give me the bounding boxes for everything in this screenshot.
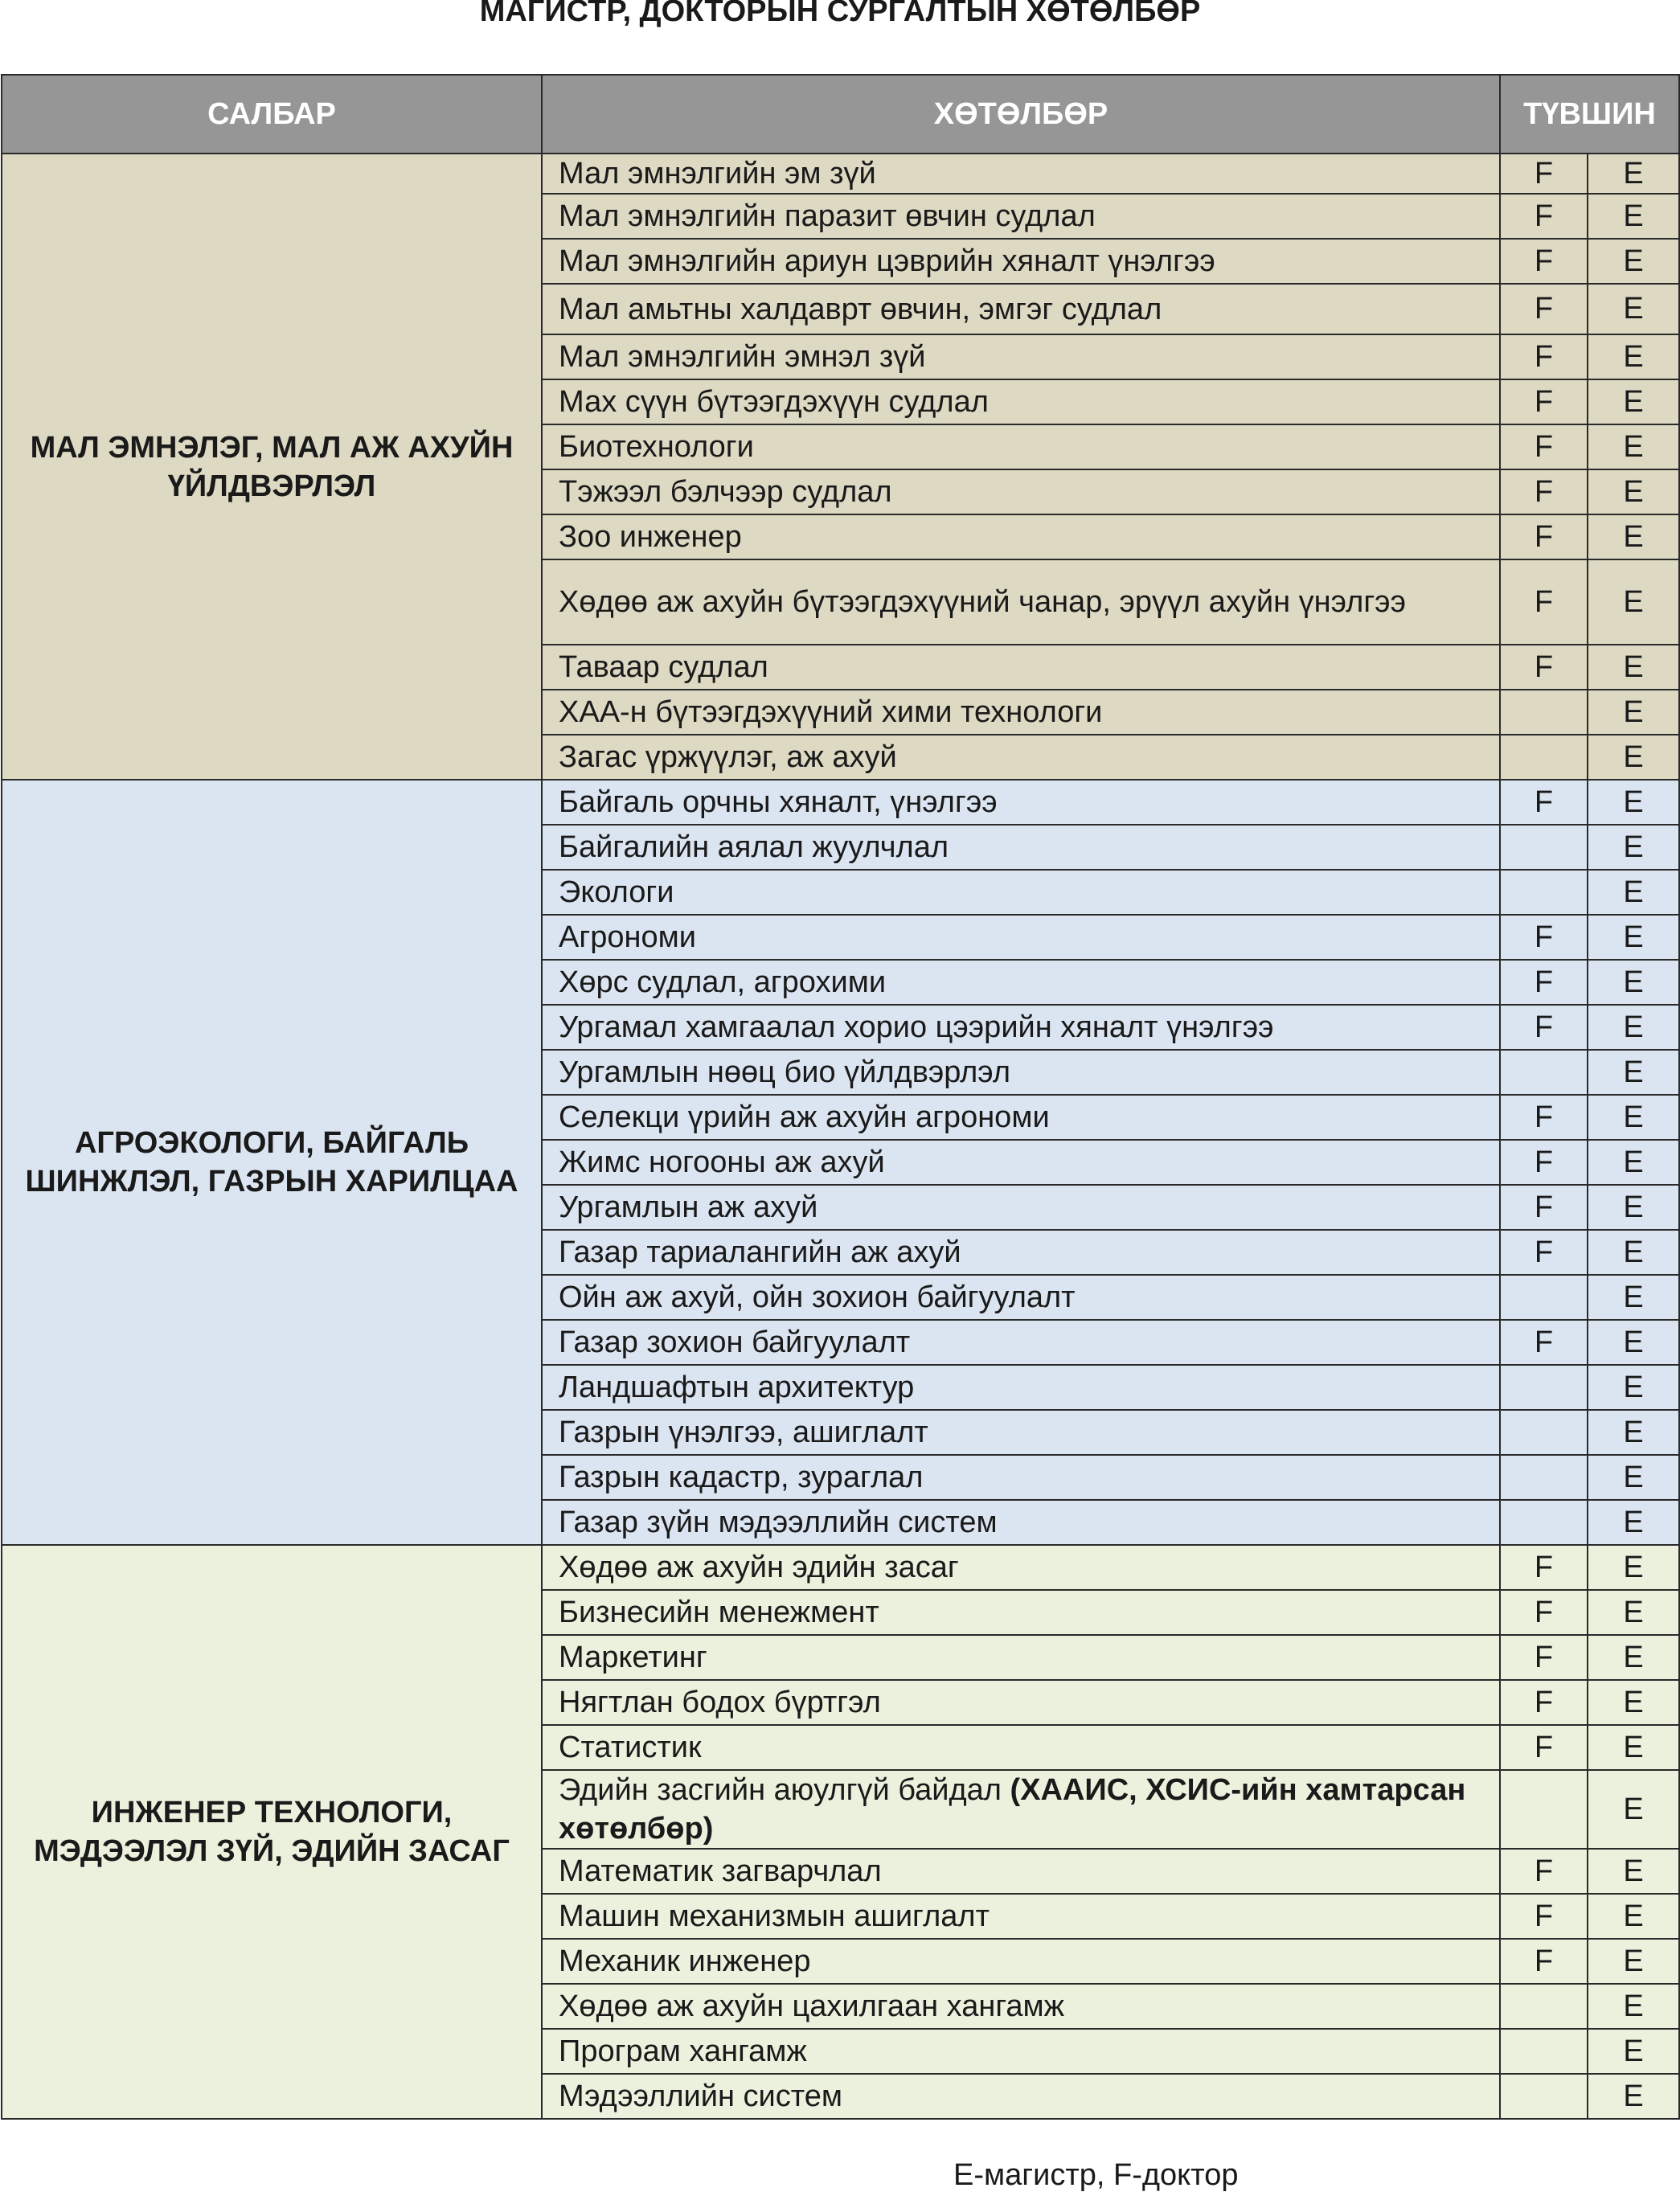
level-master-cell: E [1588, 1590, 1679, 1635]
level-master-cell: E [1588, 780, 1679, 825]
page-title: МАГИСТР, ДОКТОРЫН СУРГАЛТЫН ХӨТӨЛБӨР [479, 0, 1201, 28]
header-program: ХӨТӨЛБӨР [542, 75, 1500, 154]
table-body [2, 154, 1679, 2119]
level-master-cell: E [1588, 1140, 1679, 1185]
level-master-cell: E [1588, 424, 1679, 469]
level-master-cell: E [1588, 194, 1679, 239]
table-row [2, 154, 1679, 194]
level-master-cell: E [1588, 1500, 1679, 1545]
level-master-cell: E [1588, 825, 1679, 870]
program-cell [542, 514, 1500, 559]
program-name: Зоо инженер [559, 520, 742, 554]
program-cell [542, 194, 1500, 239]
program-cell [542, 154, 1500, 194]
program-name: Мах сүүн бүтээгдэхүүн судлал [559, 385, 989, 419]
program-cell [542, 2074, 1500, 2119]
branch-cell: МАЛ ЭМНЭЛЭГ, МАЛ АЖ АХУЙН ҮЙЛДВЭРЛЭЛ [2, 154, 542, 780]
level-master-cell: E [1588, 735, 1679, 780]
level-master-cell: E [1588, 1320, 1679, 1365]
program-cell [542, 1050, 1500, 1095]
level-doctor-cell [1500, 1770, 1588, 1849]
program-cell [542, 870, 1500, 915]
program-name: Ургамлын аж ахуй [559, 1190, 818, 1224]
level-doctor-cell [1500, 1365, 1588, 1410]
level-doctor-cell: F [1500, 1939, 1588, 1984]
program-name: Хөдөө аж ахуйн бүтээгдэхүүний чанар, эрүүл ахуйн үнэлгээ [559, 585, 1406, 619]
program-name: Хөдөө аж ахуйн цахилгаан хангамж [559, 1989, 1065, 2023]
level-doctor-cell: F [1500, 1320, 1588, 1365]
program-name: ХАА-н бүтээгдэхүүний хими технологи [559, 695, 1103, 729]
level-doctor-cell: F [1500, 1590, 1588, 1635]
program-name: Ургамлын нөөц био үйлдвэрлэл [559, 1055, 1011, 1089]
level-doctor-cell: F [1500, 194, 1588, 239]
header-level: ТҮВШИН [1500, 75, 1679, 154]
level-master-cell: E [1588, 1939, 1679, 1984]
program-name: Мал эмнэлгийн ариун цэврийн хяналт үнэлгээ [559, 244, 1215, 278]
program-cell [542, 2029, 1500, 2074]
program-name: Экологи [559, 875, 674, 909]
program-cell [542, 1320, 1500, 1365]
level-master-cell: E [1588, 1005, 1679, 1050]
program-cell [542, 1140, 1500, 1185]
level-doctor-cell: F [1500, 154, 1588, 194]
branch-cell: ИНЖЕНЕР ТЕХНОЛОГИ, МЭДЭЭЛЭЛ ЗҮЙ, ЭДИЙН ЗАСАГ [2, 1545, 542, 2119]
level-doctor-cell: F [1500, 424, 1588, 469]
level-master-cell: E [1588, 2074, 1679, 2119]
level-doctor-cell: F [1500, 1894, 1588, 1939]
program-name: Ургамал хамгаалал хорио цээрийн хяналт үнэлгээ [559, 1010, 1274, 1044]
program-cell [542, 284, 1500, 334]
level-master-cell: E [1588, 1455, 1679, 1500]
program-cell [542, 1680, 1500, 1725]
program-cell [542, 1500, 1500, 1545]
program-cell [542, 424, 1500, 469]
legend: E-магистр, F-доктор [953, 2158, 1239, 2192]
level-doctor-cell: F [1500, 334, 1588, 379]
level-doctor-cell: F [1500, 1185, 1588, 1230]
level-doctor-cell: F [1500, 960, 1588, 1005]
program-cell [542, 334, 1500, 379]
program-cell [542, 1590, 1500, 1635]
table-row [2, 780, 1679, 825]
level-master-cell: E [1588, 514, 1679, 559]
program-cell [542, 1365, 1500, 1410]
program-name: Тэжээл бэлчээр судлал [559, 475, 892, 509]
level-master-cell: E [1588, 1635, 1679, 1680]
program-cell [542, 690, 1500, 735]
program-name: Загас үржүүлэг, аж ахуй [559, 740, 897, 774]
level-master-cell: E [1588, 1849, 1679, 1894]
level-master-cell: E [1588, 1410, 1679, 1455]
program-cell [542, 960, 1500, 1005]
program-name: Мал эмнэлгийн эм зүй [559, 157, 876, 191]
program-name: Механик инженер [559, 1944, 811, 1978]
program-name: Хөдөө аж ахуйн эдийн засаг [559, 1551, 959, 1584]
level-master-cell: E [1588, 1680, 1679, 1725]
level-master-cell: E [1588, 559, 1679, 645]
level-master-cell: E [1588, 1365, 1679, 1410]
level-doctor-cell: F [1500, 284, 1588, 334]
program-name: Ойн аж ахуй, ойн зохион байгуулалт [559, 1280, 1076, 1314]
level-master-cell: E [1588, 1894, 1679, 1939]
level-master-cell: E [1588, 2029, 1679, 2074]
level-master-cell: E [1588, 1275, 1679, 1320]
program-name: Програм хангамж [559, 2034, 807, 2068]
level-doctor-cell: F [1500, 1230, 1588, 1275]
program-name: Статистик [559, 1731, 702, 1764]
program-name: Газар тариалангийн аж ахуй [559, 1235, 961, 1269]
level-doctor-cell: F [1500, 1545, 1588, 1590]
branch-cell: АГРОЭКОЛОГИ, БАЙГАЛЬ ШИНЖЛЭЛ, ГАЗРЫН ХАРИЛЦАА [2, 780, 542, 1545]
level-doctor-cell [1500, 2074, 1588, 2119]
level-doctor-cell: F [1500, 645, 1588, 690]
program-cell [542, 825, 1500, 870]
level-master-cell: E [1588, 1545, 1679, 1590]
level-doctor-cell: F [1500, 1140, 1588, 1185]
level-master-cell: E [1588, 1725, 1679, 1770]
level-doctor-cell: F [1500, 1635, 1588, 1680]
level-master-cell: E [1588, 284, 1679, 334]
programs-table [1, 74, 1680, 2120]
program-name: Биотехнологи [559, 430, 754, 464]
program-cell [542, 1185, 1500, 1230]
level-master-cell: E [1588, 334, 1679, 379]
program-cell [542, 1984, 1500, 2029]
level-doctor-cell [1500, 690, 1588, 735]
program-name: Байгаль орчны хяналт, үнэлгээ [559, 785, 998, 819]
program-name: Газар зохион байгуулалт [559, 1325, 911, 1359]
level-master-cell: E [1588, 1095, 1679, 1140]
level-doctor-cell [1500, 2029, 1588, 2074]
program-cell [542, 1849, 1500, 1894]
program-cell [542, 379, 1500, 424]
level-doctor-cell: F [1500, 239, 1588, 284]
level-master-cell: E [1588, 239, 1679, 284]
program-cell [542, 239, 1500, 284]
program-name: Мал амьтны халдаврт өвчин, эмгэг судлал [559, 292, 1162, 326]
level-doctor-cell: F [1500, 559, 1588, 645]
program-name: Газрын үнэлгээ, ашиглалт [559, 1416, 928, 1449]
program-name: Газрын кадастр, зураглал [559, 1461, 924, 1494]
program-name: Эдийн засгийн аюулгүй байдал [559, 1773, 1010, 1807]
program-cell [542, 735, 1500, 780]
program-name: Хөрс судлал, агрохими [559, 965, 887, 999]
level-doctor-cell: F [1500, 379, 1588, 424]
program-cell [542, 1725, 1500, 1770]
program-cell [542, 1275, 1500, 1320]
program-name: Мэдээллийн систем [559, 2079, 842, 2113]
program-name: Агрономи [559, 920, 696, 954]
level-master-cell: E [1588, 154, 1679, 194]
level-doctor-cell: F [1500, 1005, 1588, 1050]
table-header-row [2, 75, 1679, 154]
level-master-cell: E [1588, 469, 1679, 514]
level-master-cell: E [1588, 645, 1679, 690]
program-cell [542, 645, 1500, 690]
level-doctor-cell [1500, 870, 1588, 915]
level-doctor-cell: F [1500, 915, 1588, 960]
header-branch: САЛБАР [2, 75, 542, 154]
table-row [2, 1545, 1679, 1590]
level-doctor-cell: F [1500, 1849, 1588, 1894]
program-name: Газар зүйн мэдээллийн систем [559, 1506, 998, 1539]
level-doctor-cell: F [1500, 469, 1588, 514]
program-cell [542, 1770, 1500, 1849]
program-name: Таваар судлал [559, 650, 768, 684]
program-note: (ХААИС, ХСИС-ийн хамтарсан хөтөлбөр) [559, 1773, 1466, 1846]
program-cell [542, 1894, 1500, 1939]
level-doctor-cell [1500, 1500, 1588, 1545]
program-name: Селекци үрийн аж ахуйн агрономи [559, 1100, 1050, 1134]
level-doctor-cell: F [1500, 1725, 1588, 1770]
level-doctor-cell [1500, 825, 1588, 870]
program-name: Маркетинг [559, 1641, 707, 1674]
program-name: Нягтлан бодох бүртгэл [559, 1686, 881, 1719]
program-cell [542, 559, 1500, 645]
program-cell [542, 780, 1500, 825]
program-cell [542, 1095, 1500, 1140]
level-master-cell: E [1588, 960, 1679, 1005]
level-master-cell: E [1588, 1230, 1679, 1275]
program-cell [542, 1545, 1500, 1590]
level-master-cell: E [1588, 915, 1679, 960]
level-doctor-cell [1500, 1050, 1588, 1095]
level-doctor-cell: F [1500, 1095, 1588, 1140]
level-doctor-cell: F [1500, 514, 1588, 559]
level-doctor-cell [1500, 1455, 1588, 1500]
program-name: Байгалийн аялал жуулчлал [559, 830, 949, 864]
program-name: Бизнесийн менежмент [559, 1596, 879, 1629]
program-cell [542, 1455, 1500, 1500]
level-doctor-cell [1500, 735, 1588, 780]
program-name: Мал эмнэлгийн эмнэл зүй [559, 340, 926, 374]
program-name: Жимс ногооны аж ахуй [559, 1145, 885, 1179]
program-cell [542, 915, 1500, 960]
level-master-cell: E [1588, 870, 1679, 915]
level-doctor-cell: F [1500, 1680, 1588, 1725]
level-master-cell: E [1588, 1050, 1679, 1095]
program-name: Мал эмнэлгийн паразит өвчин судлал [559, 199, 1096, 233]
program-cell [542, 1939, 1500, 1984]
program-cell [542, 1230, 1500, 1275]
program-name: Машин механизмын ашиглалт [559, 1899, 990, 1933]
program-cell [542, 1410, 1500, 1455]
level-master-cell: E [1588, 690, 1679, 735]
level-doctor-cell [1500, 1984, 1588, 2029]
program-cell [542, 469, 1500, 514]
program-cell [542, 1635, 1500, 1680]
level-doctor-cell [1500, 1410, 1588, 1455]
level-master-cell: E [1588, 1770, 1679, 1849]
level-master-cell: E [1588, 1984, 1679, 2029]
level-master-cell: E [1588, 1185, 1679, 1230]
level-doctor-cell: F [1500, 780, 1588, 825]
program-name: Математик загварчлал [559, 1854, 882, 1888]
level-master-cell: E [1588, 379, 1679, 424]
level-doctor-cell [1500, 1275, 1588, 1320]
program-cell [542, 1005, 1500, 1050]
program-name: Ландшафтын архитектур [559, 1370, 915, 1404]
